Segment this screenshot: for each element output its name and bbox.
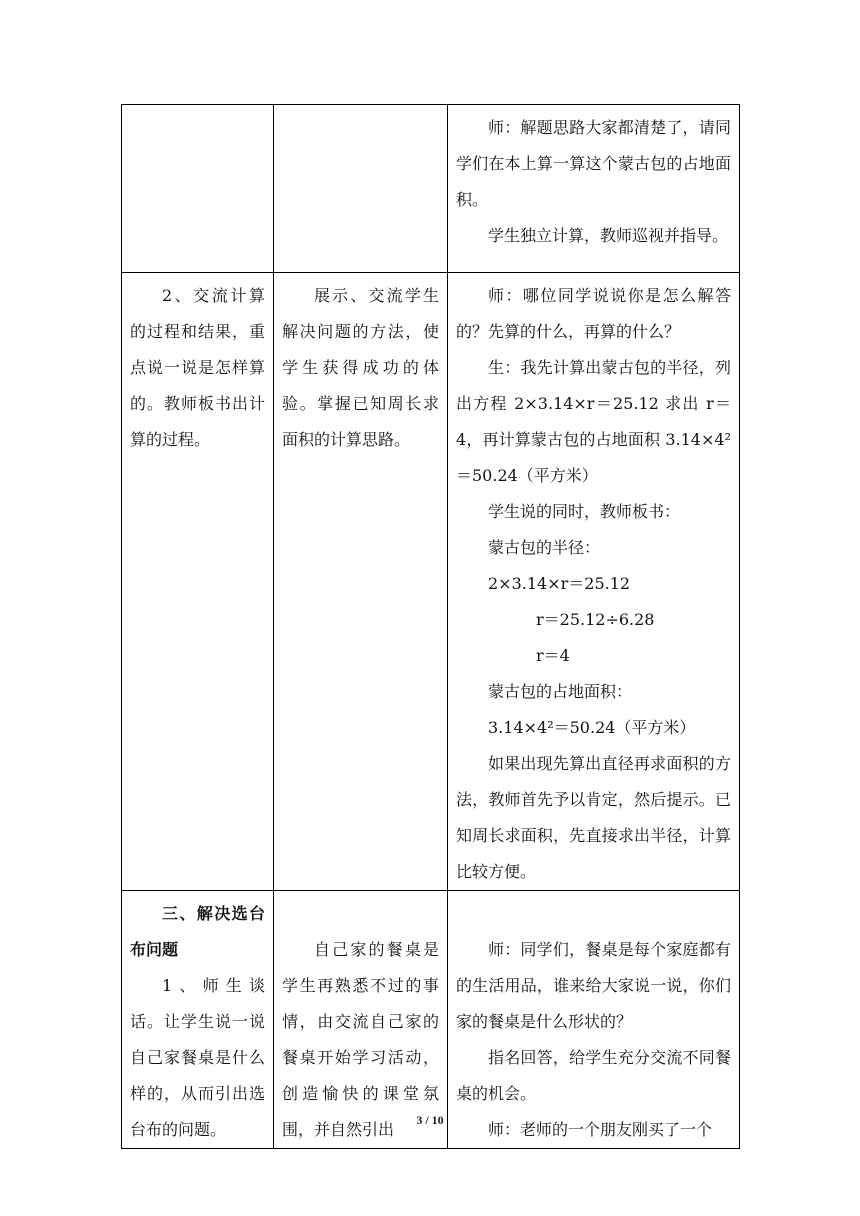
paragraph: 师：老师的一个朋友刚买了一个 bbox=[488, 1120, 713, 1139]
intent-cell bbox=[274, 105, 448, 273]
paragraph: 学生独立计算，教师巡视并指导。 bbox=[488, 226, 729, 245]
paragraph: 师：解题思路大家都清楚了，请同学们在本上算一算这个蒙古包的占地面积。 bbox=[456, 118, 731, 209]
intent-cell bbox=[274, 891, 448, 1149]
paragraph: 蒙古包的占地面积： bbox=[488, 682, 633, 701]
equation-line: 2×3.14×r＝25.12 bbox=[488, 574, 631, 593]
process-cell bbox=[448, 273, 740, 891]
paragraph: 生：我先计算出蒙古包的半径，列出方程 2×3.14×r＝25.12 求出 r＝4，再计算蒙古包的占地面积 3.14×4²＝50.24（平方米） bbox=[456, 358, 731, 485]
paragraph: 如果出现先算出直径再求面积的方法，教师首先予以肯定，然后提示。已知周长求面积，先直接求出半径，计算比较方便。 bbox=[456, 754, 731, 881]
paragraph: 1、师生谈话。让学生说一说自己家餐桌是什么样的，从而引出选台布的问题。 bbox=[130, 976, 265, 1139]
activity-cell bbox=[122, 273, 274, 891]
paragraph: 蒙古包的半径： bbox=[488, 538, 601, 557]
equation-line: r＝4 bbox=[536, 646, 570, 665]
paragraph: 师：哪位同学说说你是怎么解答的？先算的什么，再算的什么？ bbox=[456, 286, 731, 341]
activity-cell bbox=[122, 105, 274, 273]
page-number: 3 / 10 bbox=[416, 1113, 444, 1127]
table-row bbox=[122, 105, 740, 273]
process-cell bbox=[448, 105, 740, 273]
lesson-plan-table bbox=[121, 104, 740, 1149]
paragraph: 指名回答，给学生充分交流不同餐桌的机会。 bbox=[456, 1048, 731, 1103]
table-row bbox=[122, 891, 740, 1149]
paragraph: 学生说的同时，教师板书： bbox=[488, 502, 681, 521]
equation-line: 3.14×4²＝50.24（平方米） bbox=[488, 718, 696, 737]
equation-line: r＝25.12÷6.28 bbox=[536, 610, 655, 629]
paragraph: 2、交流计算的过程和结果，重点说一说是怎样算的。教师板书出计算的过程。 bbox=[130, 286, 265, 449]
section-heading: 三、解决选台布问题 bbox=[130, 904, 265, 959]
intent-cell bbox=[274, 273, 448, 891]
paragraph: 展示、交流学生解决问题的方法，使学生获得成功的体验。掌握已知周长求面积的计算思路。 bbox=[282, 286, 439, 449]
activity-cell bbox=[122, 891, 274, 1149]
process-cell bbox=[448, 891, 740, 1149]
paragraph: 师：同学们，餐桌是每个家庭都有的生活用品，谁来给大家说一说，你们家的餐桌是什么形状的？ bbox=[456, 940, 731, 1031]
paragraph: 自己家的餐桌是学生再熟悉不过的事情，由交流自己家的餐桌开始学习活动，创造愉快的课堂氛围，并自然引出 bbox=[282, 940, 439, 1139]
table-row bbox=[122, 273, 740, 891]
